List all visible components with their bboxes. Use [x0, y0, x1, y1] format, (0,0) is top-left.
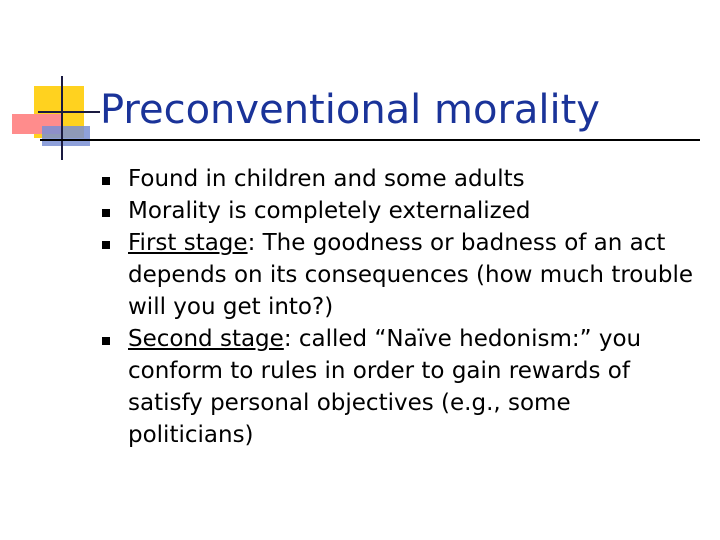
bullet-list — [92, 163, 702, 451]
stage-description: : called “Naïve hedonism:” you conform to rules in order to gain rewards of satisfy personal objectives (e.g., some politicians) — [128, 326, 642, 448]
square-bullet-icon — [102, 177, 110, 185]
bullet-text: Found in children and some adults — [128, 166, 525, 192]
stage-label: First stage — [128, 230, 248, 256]
list-item — [92, 195, 702, 227]
square-bullet-icon — [102, 209, 110, 217]
list-item — [92, 227, 702, 323]
bullet-text — [128, 230, 693, 320]
list-item — [92, 163, 702, 195]
decorative-logo-icon — [0, 0, 110, 170]
stage-description: : The goodness or badness of an act depends on its consequences (how much trouble will you get into?) — [128, 230, 694, 320]
square-bullet-icon — [102, 241, 110, 249]
bullet-text — [128, 326, 641, 448]
stage-label: Second stage — [128, 326, 284, 352]
slide-title: Preconventional morality — [100, 87, 600, 133]
list-item — [92, 323, 702, 451]
title-divider — [40, 139, 700, 141]
bullet-text: Morality is completely externalized — [128, 198, 531, 224]
square-bullet-icon — [102, 337, 110, 345]
